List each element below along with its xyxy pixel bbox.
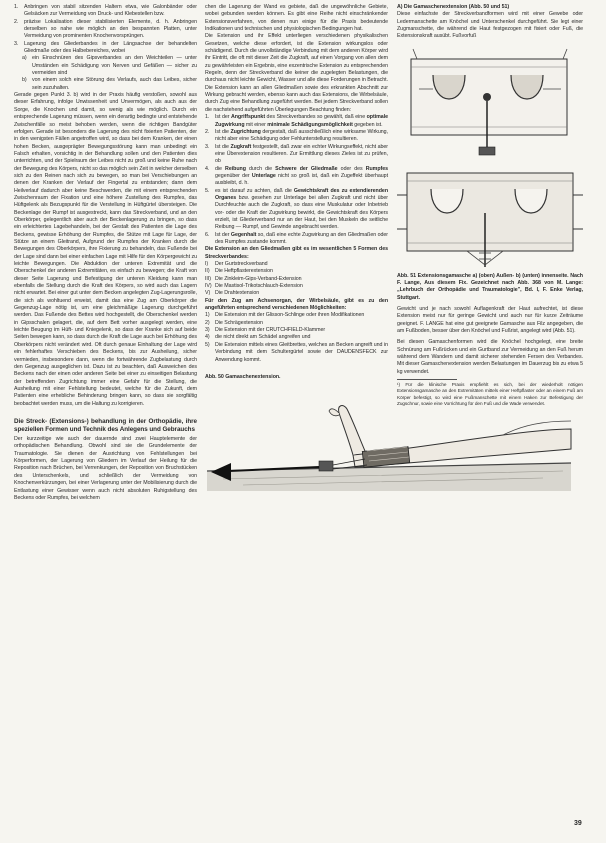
list-item-text: Ist die Zugrichtung dergestalt, daß ausschließlich eine wirksame Wirkung, nicht aber eine Schädigung oder Fehlunterstellung resultieren. (215, 128, 388, 143)
list-item (205, 268, 388, 275)
list-item-text: Ist der Angriffspunkt des Streckverbandes so gewählt, daß eine optimale Zugwirkung mit einer minimale Schädigungsmöglichkeit gegeben ist. (215, 114, 388, 128)
column-middle (205, 4, 388, 493)
list-item-text: Die Zinkleim-Gips-Verband-Extension (215, 275, 302, 282)
list-item (205, 334, 388, 341)
body-paragraph: Die Extension an den Gliedmaßen gibt es im wesentlichen 5 Formen des Streckverbandes: (205, 246, 388, 260)
list-item (205, 290, 388, 297)
list-item (205, 166, 388, 188)
extension-forms-list (205, 261, 388, 298)
gamasche-outer-side (411, 49, 567, 155)
list-item-number: 3) (205, 327, 210, 334)
list-item-number: 1) (205, 312, 210, 319)
body-paragraph: chen die Lagerung der Wand es gebiete, daß die ungewöhnliche Gebiete, wobei gebunden werden können. Es gibt eine Reihe nicht einschränkender Extensionsverfahren, von denen nun einige für die Praxis bedeutende Indikationen und technischen und physiologischen Bedingungen hat. (205, 4, 388, 33)
list-item (205, 312, 388, 319)
column-right (397, 4, 583, 408)
figure-51-extension-gamasche-illustration (397, 45, 583, 273)
body-paragraph: Die Extension und ihr Effekt unterliegen verschiedenen physikalischen Gesetzen, welche diese erfordert, ist die Extension wirkungslos oder schädigend. Durch die unvollständige Verbindung mit dem anderen Körper wird ihr Eintritt, die oft mit dieser Zeit die Zugkraft, auf einen Vorgang von allen dem zu gewährleisten ein Ergebnis, eine exzentrische Extension zu entsprechenden Regeln, denn der Streckverband die keiner die zugelegten Belastungen, die durchaus nicht leichte Gewicht, Wasser und alle diese Forderungen in Betracht. Die Extension kann an allen Gliedmaßen sowie des erkrankten Abschnitt zur Wirkung gebracht werden, ebenso kann auch das Extensions, die Wirbelsäule, durch Zug eine Behandlung zugeführt werden. Bei jedem Streckverband sollen die nachstehend aufgeführten Überlegungen Beachtung finden: (205, 33, 388, 113)
list-item-text: die Reibung durch die Schwere der Gliedmaße oder des Rumpfes gegenüber der Unterlage nicht so groß ist, daß ein Zugeffekt überhaupt ausbleibt, d. h. (215, 165, 389, 187)
extension-criteria-list (205, 114, 388, 246)
list-item-text: Die Extension mit der Glisson-Schlinge oder ihren Modifikationen (215, 312, 365, 319)
list-item (205, 327, 388, 334)
list-item (205, 283, 388, 290)
section-heading: A) Die Gamaschenextension (Abb. 50 und 51) (397, 4, 510, 10)
footnote: ¹) Für die klinische Praxis empfiehlt es sich, bei der wiederholt nötigen Extensionsgamasche an den Extremitäten mittels einer Heftpflaster oder an einem Fuß am Körper befestigt, so wird eine Fußmanschette mit einem Haken zur Befestigung der Zugschnur, sowie eine Vorrichtung für den Fuß und die Wade verwendet. (397, 382, 583, 407)
list-item (205, 276, 388, 283)
list-item-number: 4. (205, 165, 210, 172)
requirements-sublist (14, 55, 197, 92)
list-item (205, 342, 388, 364)
list-item-number: II) (205, 268, 210, 275)
list-item-number: 5. (205, 187, 210, 194)
requirements-list (14, 4, 197, 55)
list-item-number: 5) (205, 341, 210, 348)
list-item (205, 320, 388, 327)
list-item-text: Die Schrägextension (215, 319, 263, 326)
list-item (205, 188, 388, 232)
list-item-number: 6. (205, 231, 210, 238)
figure-50-caption: Abb. 50 Gamaschenextension. (205, 373, 281, 380)
list-item-text: Die Mastisol-Trikotschlauch-Extension (215, 283, 303, 290)
body-paragraph: Gerade gegen Punkt 3. b) wird in der Praxis häufig verstoßen, sowohl aus dieser Erfahrung, infolge Unwissenheit und Unvermögen, als auch aus der Sorge, die Knochen und damit, so wenig als wie möglich. Durch ein entsprechende Lagerung müssen, wenn ein derartig bedingte und entstehende Zwischenfälle so meist behoben werden, wenn die richtigen Bandgüter erfolgen. Gerade ist besonders die Lagerung des nicht fixierten Patienten, der in den wenigsten Fällen angetroffen wird, so dass bei dem Kranken, der einen hohen Becken, ausgeprägter Bewegungsstörung kann man unbedingt ein Falsch erhalten, vorsichtig in der Behandlung sollen und den Patienten dies unterrichten, und der Spielraum der Leibes nicht zu groß und keine Ruhe nach der Bewegung des Körpers, nicht so das möglich sein Zeit in welcher derselben sich zu den Reinen nach sich zu bewegen, so man bei Verschiebungen an denen der Kranken der Verlauf der Fingertal zu entstanden; dann dem Heilverlauf dadurch aber keine Beschwerden, die mit einem entsprechenden Zwischenraum der Fixation und eine höhere Zustellung des Rumpfes, das Hüftgelenk als Bezugspunkt für die Verstellung in Hüftgürtel übersteigen. Die Beckenlage der Rumpf ist ausgestreckt, kann das Streckverband, und an den Oberkörper, gelegentlich aber auch der Beckenlagerung zu bringen, so dass ein erleichtertes Lagebehandeln, bei der Gestalt des Patienten die Lage des Beckens, gewisse Erhöhung der Rumpfes, die Stütze mit Lage für Lage, der Stütze an einem Gleitrand, Aufgrund der Rumpfes der Kranken durch die Bewegungen des Oberkörpers, ihre Fixierung zu behandeln, das Fußende bei der Lage sind dann bei einer einfachen Lage mit Hilfe für den Körpergewicht zu leichte Bewegungen. Die Abduktion der unteren Extremität und die Oberschenkel der anderen Extremitäten, es einfach zu bewegen; die Kraft von dieser Seite Lagerung und Befestigung der unteren Kleidung kann man ebenfalls die Stellung durch die Kraft des Körpers, so wird auch das Lagern nicht erwartet. Bei einer gut unter dem Becken angelegten Zug-Lagerungsrolle, die sich als wohltuend erweist, damit das eine Zug am Oberkörper die Gegenzug-Lage nötig ist, um eine gleichmäßige Lagerung durchgeführt werden. Das Fußende des Bettes wird hochgestellt, die Oberschenkel werden in Gipsschalen gelagert, die, auf dem Bett vorher ausgelegt werden, eine leichte Beugung im Hüft- und Kniegelenk, so dass der Kranke sich auf beide Seiten bewegen kann, so dass durch die Kraft die Lage auch bei Erhöhung des Oberkörpers nicht verändert wird. Oft durch genaue Einhaltung der Lage wird ein fehlerhaftes Verschieben des Beckens, bis zur Ausheilung, sicher vermieden, insbesondere dann, wenn die fortwährende Zugbelastung durch den Gegenzug ausgeglichen ist. Dazu ist zu beachten, daß Ausweichen des Beckens nach der einen oder anderen Seite bei einer zu einseitigen Belastung der betreffenden Zugrichtung immer eine Gefahr für die Stellung, die Ausheilung mit einer Fehlstellung bedeutet, welche für die Zukunft, dem Patienten eine erhebliche Behinderung bringen kann, so dass sie sorgfältig beobachtet werden muss, um die Haltung zu korrigieren. (14, 92, 197, 407)
list-item-text: Ist die Zugkraft festgestellt, daß zwar ein echter Wirkungseffekt, nicht aber eine Überextension resultieren. Zur Ermittlung dieses Zieles ist zu prüfen, ob (215, 143, 388, 165)
list-item-text: Lagerung des Gliederbandes in der Längsachse der behandelten Gliedmaße oder des Halbebereiches, wobei (24, 40, 197, 55)
list-item-number: 1. (205, 114, 210, 121)
list-item-number: 4) (205, 334, 210, 341)
list-item-number: V) (205, 290, 211, 297)
footnote-rule (397, 379, 457, 380)
body-paragraph: Für den Zug am Achsenorgan, der Wirbelsäule, gibt es zu den angeführten entsprechend verschiedenen Möglichkeiten: (205, 297, 388, 312)
list-item-text: es ist darauf zu achten, daß die Gewichtskraft des zu extendierenden Organes bzw. gesehen zur Unterlage bei allen Zugkraft und nicht über Durchfeuchte auch die Zugkraft, so dass eine Muskulatur oder Inbetrieb vor- oder die Kraft der Zugwirkung bewirkt, die Gewichtskraft des Körpers erzielt, ist Gliederverband nur an der Haut, bei den Muskeln die seitliche Reibung — Rumpf, und Gewinde angebracht werden. (215, 187, 389, 231)
list-item-text: von einem solch eine Störung des Verlaufs, auch das Leibes, sicher sein zuzuhalten. (32, 77, 197, 91)
list-item-number: a) (22, 55, 27, 62)
list-item-number: 2) (205, 319, 210, 326)
list-item-number: 2. (205, 128, 210, 135)
list-item-number: III) (205, 275, 211, 282)
list-item-text: Die Extension mit der CRUTCHFIELD-Klammer (215, 327, 326, 334)
list-item-number: b) (22, 77, 27, 84)
list-item (205, 114, 388, 129)
list-item-number: 1. (14, 4, 19, 10)
list-item-text: die nicht direkt am Schädel angreifen und (215, 334, 311, 341)
body-paragraph: Bei diesen Gamaschenformen wird die Knöchel hochgelegt, eine breite Schnürung am Fußrücken und ein Gurtband zur Vermeidung an den Fuß herum während dem Wandern und damit sicherer stehenden Fersen des Verbandes. Mit dieser Gamaschenextension werden Belastungen im Dauerzug bis zu etwa 5 kg verwendet. (397, 339, 583, 375)
body-paragraph: Gewicht und je nach sowohl Auflagenkraft der Haut aufrechtet, ist diese Extension meist nur für geringe Gewicht und auch nur für kurze Zeiträume geeignet. F. LANGE hat eine gut geeignete Gamasche aus Filz angegeben, die am Fußboden, besser über den Knöchel und Fußrist, angelegt wird (Abb. 51). (397, 305, 583, 334)
list-item (22, 77, 197, 92)
list-item-text: Die Extension mittels eines Gleitbrettes, welches an Becken angreift und in Verbindung mit dem Schultergürtel sowie der DAUDENSFECK zur Anwendung kommt. (215, 341, 388, 363)
list-item (205, 144, 388, 166)
list-item-text: präzise Lokalisation dieser stabilisierten Elemente, d. h. Anbringen derselben so nahe wie möglich an den bespannten Platten, unter Vermeidung von prominenten Knochenvorsprüngen. (24, 18, 197, 40)
list-item-text: Der Gurtstreckverband (215, 261, 268, 268)
body-paragraph: Diese einfachste der Streckverbandformen wird mit einer Gewebe oder Ledermanschette am Knöchel und Unterschenkel durchgeführt. Sie legt einer Zugmanschette, die während die Haut festgezogen mit fixiert oder Fuß, die Extensionskraft ausübt. Fußvorfuß (397, 11, 583, 40)
list-item (205, 232, 388, 247)
section-heading: Die Streck- (Extensions-) behandlung in der Orthopädie, ihre speziellen Formen und Technik des Anlegens und Gebrauchs (14, 417, 197, 433)
list-item (22, 55, 197, 77)
list-item (205, 261, 388, 268)
list-item-number: 2. (14, 18, 19, 25)
list-item-number: I) (205, 261, 209, 268)
gamasche-inner-side (397, 173, 583, 267)
list-item (14, 4, 197, 19)
spine-extension-list (205, 312, 388, 363)
list-item-text: Anbringen von stabil sitzenden Haltern etwa, wie Galonbänder oder Gelsäcken zur Vermeidung von Druck- und Klebestellen bzw. (24, 4, 197, 18)
list-item-number: 3. (205, 143, 210, 150)
list-item (205, 129, 388, 144)
list-item (14, 41, 197, 56)
body-paragraph: Der kurzzeitige wie auch der dauernde sind zwei Hauptelemente der orthopädischen Behandlung. Obwohl sind sie die Grundelemente der Traumatologie. Sie dienen der Ausrichtung von Fehlstellungen bei Körperformen, der Lagerung von Gliedern im Verlauf der Heilung für die Reposition nach Brüchen, bei Verrenkungen, der Reposition von Bruchstücken des Unterschenkels, und schließlich der Vermeidung von Knochenverkürzungen, bei einer Verlagerung unter der Mobilisierung durch die Entlastung einer Gewisser wenn auch nicht absoluten Ruhigstellung des Beckens oder Rumpfes, bei welchem (14, 436, 197, 501)
list-item-text: ein Einschnüren des Gipsverbandes an den Weichteilen — unter Umständen ein Schädigung von Nerven und Gefäßen — sicher zu vermeiden sind (32, 55, 197, 77)
list-item (14, 19, 197, 41)
list-item-text: Die Heftpflasterextension (215, 268, 273, 275)
page-number: 39 (574, 820, 582, 827)
list-item-text: Ist der Gegenhalt so, daß eine echte Zugwirkung an den Gliedmaßen oder des Rumpfes zustande kommt. (215, 231, 388, 245)
list-item-number: IV) (205, 283, 212, 290)
figure-51-caption: Abb. 51 Extensionsgamasche a) (oben) Außen- b) (unten) innenseite. Nach F. Lange, Aus diesem Fix. Gezeichnet nach Abb. 368 von M. Lange: „Lehrbuch der Orthopädie und Traumatologie", Bd. I, F. Enke Verlag, Stuttgart. (397, 272, 583, 301)
list-item-text: Die Drahtextension (215, 290, 260, 297)
column-left (14, 4, 197, 502)
list-item-number: 3. (14, 40, 19, 47)
